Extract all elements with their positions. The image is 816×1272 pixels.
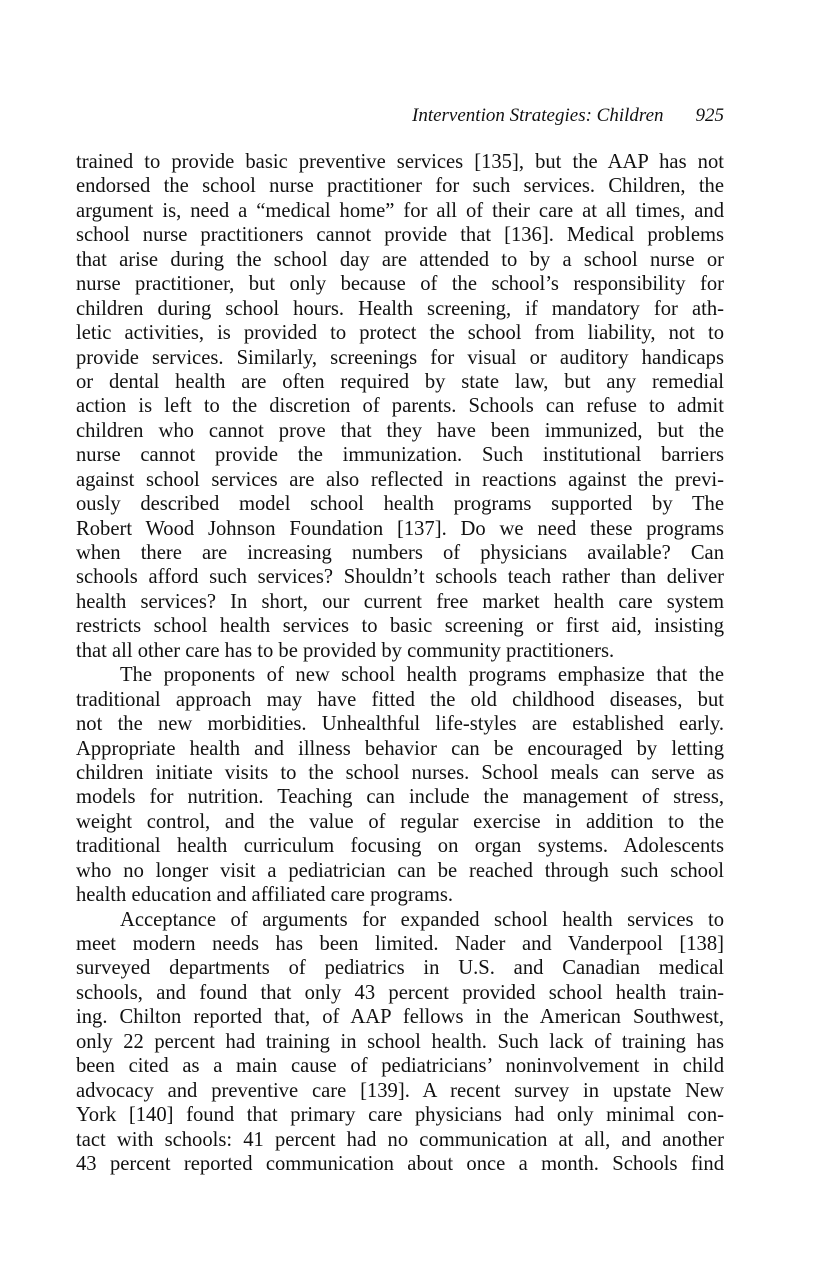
text-line: children who cannot prove that they have been immunized, but the	[76, 419, 724, 442]
text-line: not the new morbidities. Unhealthful life-styles are established early.	[76, 713, 724, 736]
text-line: 43 percent reported communication about once a month. Schools find	[76, 1152, 724, 1175]
body-text	[76, 150, 724, 1176]
text-line: or dental health are often required by state law, but any remedial	[76, 370, 724, 393]
text-line: against school services are also reflected in reactions against the previ-	[76, 468, 724, 491]
text-line: endorsed the school nurse practitioner for such services. Children, the	[76, 175, 724, 198]
text-line: provide services. Similarly, screenings for visual or auditory handicaps	[76, 346, 724, 369]
paragraph	[76, 908, 724, 1177]
text-line: York [140] found that primary care physicians had only minimal con-	[76, 1104, 724, 1127]
text-line: health services? In short, our current free market health care system	[76, 590, 724, 613]
text-line: that all other care has to be provided by community practitioners.	[76, 639, 615, 662]
text-line: schools, and found that only 43 percent provided school health train-	[76, 981, 724, 1004]
text-line: Appropriate health and illness behavior can be encouraged by letting	[76, 737, 724, 760]
text-line: meet modern needs has been limited. Nader and Vanderpool [138]	[76, 933, 724, 955]
text-line: tact with schools: 41 percent had no communication at all, and another	[76, 1128, 724, 1151]
text-line: ing. Chilton reported that, of AAP fellows in the American Southwest,	[76, 1006, 724, 1029]
text-line: surveyed departments of pediatrics in U.S. and Canadian medical	[76, 957, 724, 980]
running-head	[412, 104, 724, 128]
text-line: advocacy and preventive care [139]. A recent survey in upstate New	[76, 1079, 724, 1102]
text-line: letic activities, is provided to protect the school from liability, not to	[76, 322, 724, 345]
text-line: argument is, need a “medical home” for all of their care at all times, and	[76, 199, 724, 222]
text-line: The proponents of new school health programs emphasize that the	[120, 664, 724, 687]
text-line: health education and affiliated care programs.	[76, 884, 454, 907]
text-line: children during school hours. Health screening, if mandatory for ath-	[76, 297, 724, 320]
text-line: only 22 percent had training in school health. Such lack of training has	[76, 1030, 724, 1053]
text-line: traditional health curriculum focusing on organ systems. Adolescents	[76, 835, 724, 858]
text-line: that arise during the school day are attended to by a school nurse or	[76, 248, 724, 271]
page-number: 925	[695, 105, 724, 126]
text-line: who no longer visit a pediatrician can be reached through such school	[76, 859, 724, 882]
text-line: trained to provide basic preventive services [135], but the AAP has not	[76, 151, 724, 173]
text-line: models for nutrition. Teaching can include the management of stress,	[76, 786, 724, 809]
paragraph	[76, 150, 724, 663]
text-line: school nurse practitioners cannot provide that [136]. Medical problems	[76, 224, 724, 247]
text-line: when there are increasing numbers of physicians available? Can	[76, 542, 724, 564]
text-line: schools afford such services? Shouldn’t schools teach rather than deliver	[76, 566, 724, 589]
text-line: restricts school health services to basic screening or first aid, insisting	[76, 615, 724, 638]
text-line: been cited as a main cause of pediatricians’ noninvolvement in child	[76, 1055, 724, 1078]
text-line: ously described model school health programs supported by The	[76, 493, 724, 516]
text-line: nurse practitioner, but only because of the school’s responsibility for	[76, 273, 724, 296]
text-line: nurse cannot provide the immunization. Such institutional barriers	[76, 444, 724, 467]
text-line: Robert Wood Johnson Foundation [137]. Do we need these programs	[76, 517, 724, 540]
text-line: action is left to the discretion of parents. Schools can refuse to admit	[76, 395, 724, 418]
text-line: traditional approach may have fitted the old childhood diseases, but	[76, 688, 724, 711]
text-line: Acceptance of arguments for expanded school health services to	[120, 908, 724, 931]
running-head-title: Intervention Strategies: Children	[412, 105, 664, 126]
paragraph	[76, 663, 724, 907]
text-line: weight control, and the value of regular exercise in addition to the	[76, 810, 724, 833]
text-line: children initiate visits to the school nurses. School meals can serve as	[76, 761, 724, 784]
